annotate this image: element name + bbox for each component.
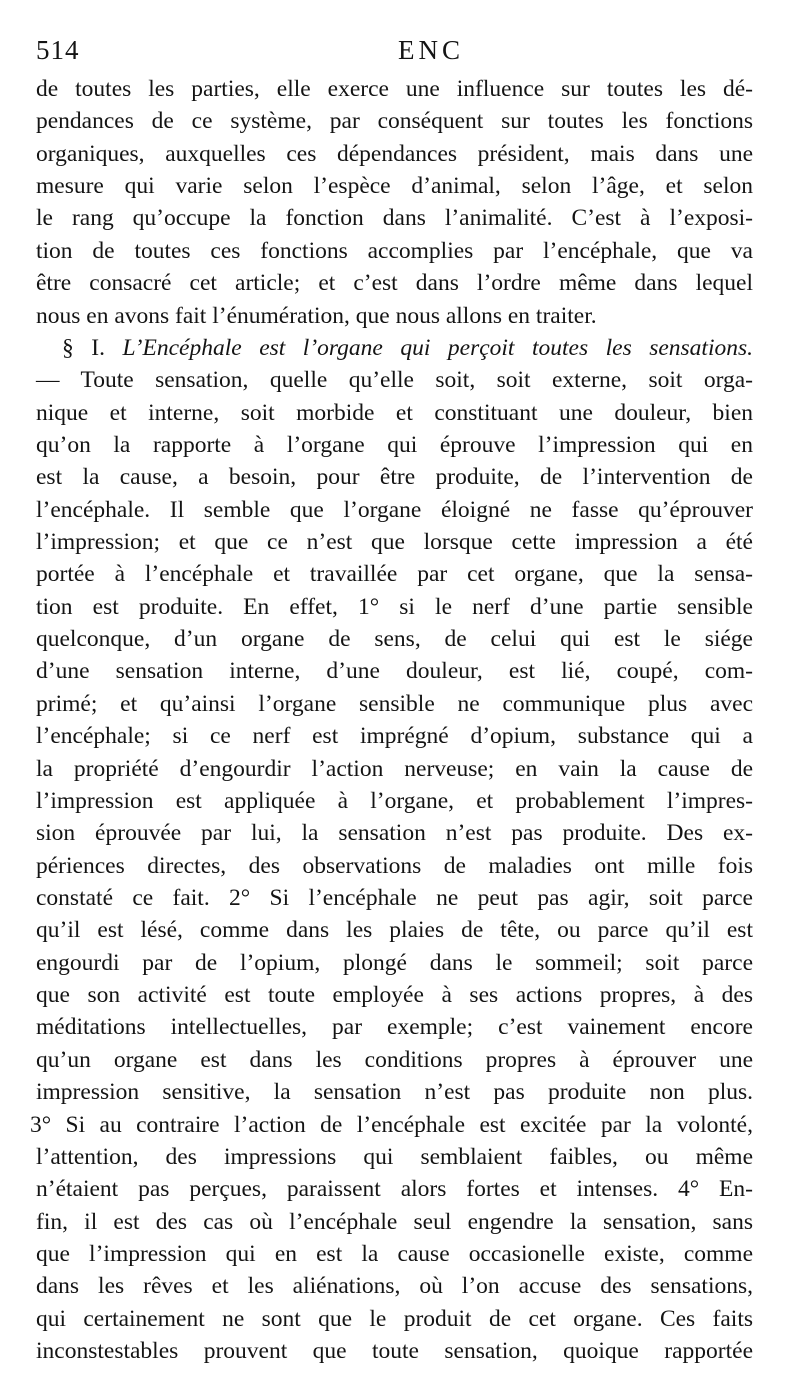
section-heading <box>36 332 753 364</box>
text-line: qu’il est lésé, comme dans les plaies de tête, ou parce qu’il est <box>36 917 753 944</box>
text-line: organiques, auxquelles ces dépendances président, mais dans une <box>36 140 753 167</box>
text-line: être consacré cet article; et c’est dans l’ordre même dans lequel <box>36 270 753 297</box>
text-line: méditations intellectuelles, par exemple; c’est vainement encore <box>36 1014 753 1041</box>
text-line: l’attention, des impressions qui semblaient faibles, ou même <box>36 1143 753 1170</box>
text-line: nous en avons fait l’énumération, que nous allons en traiter. <box>36 302 597 329</box>
text-line: l’impression est appliquée à l’organe, et probablement l’impres- <box>36 787 753 814</box>
text-line: inconstestables prouvent que toute sensation, quoique rapportée <box>36 1338 753 1365</box>
text-line: dans les rêves et les aliénations, où l’on accuse des sensations, <box>36 1273 753 1300</box>
text-line: portée à l’encéphale et travaillée par cet organe, que la sensa- <box>36 561 753 588</box>
text-line: 3° Si au contraire l’action de l’encéphale est excitée par la volonté, <box>30 1111 753 1138</box>
text-line: sion éprouvée par lui, la sensation n’est pas produite. Des ex- <box>36 820 753 847</box>
text-line: mesure qui varie selon l’espèce d’animal, selon l’âge, et selon <box>36 173 753 200</box>
text-line: de toutes les parties, elle exerce une influence sur toutes les dé- <box>36 76 753 102</box>
body-text <box>30 73 754 1367</box>
text-line: n’étaient pas perçues, paraissent alors fortes et intenses. 4° En- <box>36 1176 753 1203</box>
text-line: est la cause, a besoin, pour être produite, de l’intervention de <box>36 464 753 491</box>
text-line: impression sensitive, la sensation n’est pas produite non plus. <box>36 1079 753 1106</box>
page-number: 514 <box>36 35 80 65</box>
text-line: l’encéphale. Il semble que l’organe éloigné ne fasse qu’éprouver <box>36 496 753 523</box>
text-line: qu’on la rapporte à l’organe qui éprouve l’impression qui en <box>36 431 753 458</box>
text-line: tion est produite. En effet, 1° si le nerf d’une partie sensible <box>36 593 753 620</box>
text-line: tion de toutes ces fonctions accomplies par l’encéphale, que va <box>36 237 753 264</box>
text-line: quelconque, d’un organe de sens, de celui qui est le siége <box>36 626 753 653</box>
text-line: fin, il est des cas où l’encéphale seul engendre la sensation, sans <box>36 1208 753 1235</box>
text-line: qui certainement ne sont que le produit de cet organe. Ces faits <box>36 1305 753 1332</box>
text-line: la propriété d’engourdir l’action nerveuse; en vain la cause de <box>36 755 753 782</box>
text-line: que son activité est toute employée à ses actions propres, à des <box>36 982 753 1009</box>
running-head: ENC <box>398 35 464 65</box>
text-line: qu’un organe est dans les conditions propres à éprouver une <box>36 1046 753 1073</box>
section-title: L’Encéphale est l’organe qui perçoit toutes les sensations. <box>122 334 754 361</box>
text-line: constaté ce fait. 2° Si l’encéphale ne peut pas agir, soit parce <box>36 884 753 911</box>
text-line: l’impression; et que ce n’est que lorsque cette impression a été <box>36 529 753 556</box>
text-line: périences directes, des observations de maladies ont mille fois <box>36 852 753 879</box>
text-line: pendances de ce système, par conséquent sur toutes les fonctions <box>36 108 753 135</box>
page-header <box>36 34 756 66</box>
text-line: nique et interne, soit morbide et constituant une douleur, bien <box>36 399 753 426</box>
section-number: § I. <box>62 334 105 361</box>
text-line: que l’impression qui en est la cause occasionelle existe, comme <box>36 1240 753 1267</box>
text-line: primé; et qu’ainsi l’organe sensible ne communique plus avec <box>36 690 753 717</box>
text-line: d’une sensation interne, d’une douleur, est lié, coupé, com- <box>36 658 753 685</box>
text-line: — Toute sensation, quelle qu’elle soit, soit externe, soit orga- <box>36 367 753 394</box>
text-line: le rang qu’occupe la fonction dans l’animalité. C’est à l’exposi- <box>36 205 753 232</box>
text-line: l’encéphale; si ce nerf est imprégné d’opium, substance qui a <box>36 723 753 750</box>
text-line: engourdi par de l’opium, plongé dans le sommeil; soit parce <box>36 949 753 976</box>
